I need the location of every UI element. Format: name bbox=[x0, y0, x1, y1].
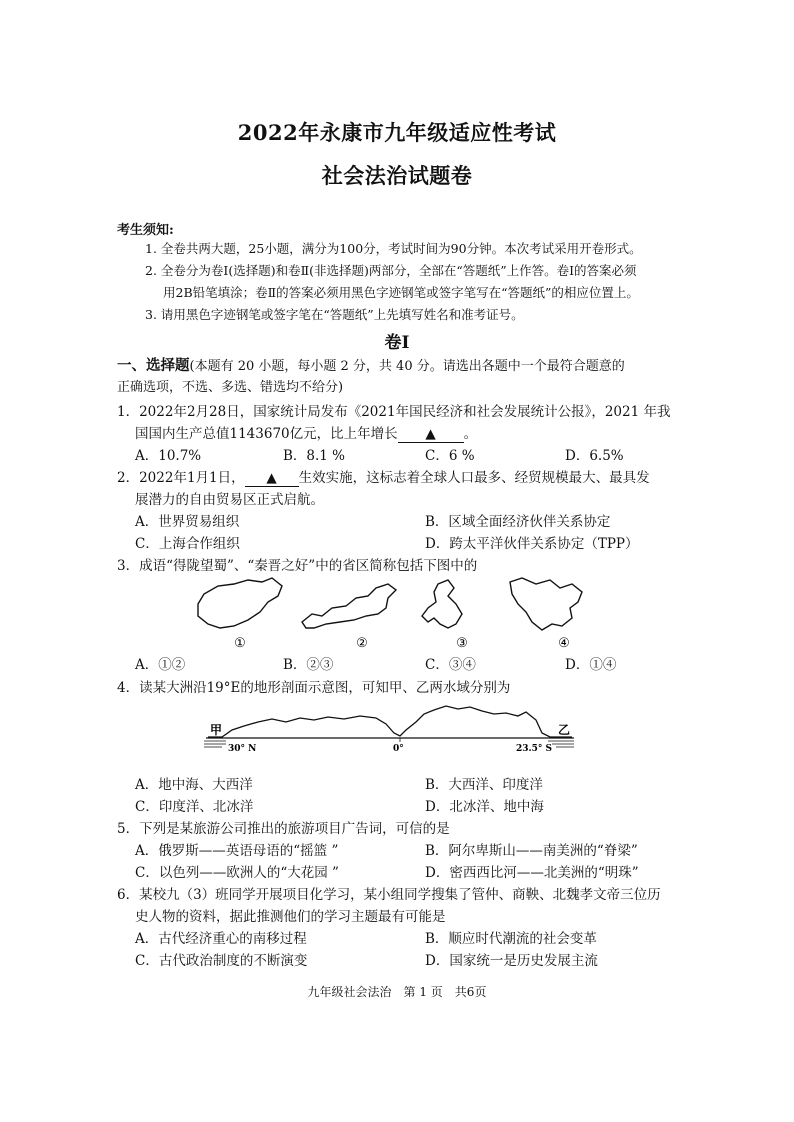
q6-option-d: D．国家统一是历史发展主流 bbox=[425, 953, 598, 969]
q5-option-d: D．密西西比河——北美洲的“明珠” bbox=[425, 865, 639, 881]
q6-option-b: B．顺应时代潮流的社会变革 bbox=[425, 931, 597, 947]
notice-item-3: 3. 请用黑色字迹钢笔或签字笔在“答题纸”上先填写姓名和准考证号。 bbox=[145, 307, 524, 322]
q4-terrain-profile bbox=[200, 700, 580, 760]
q5-stem: 5．下列是某旅游公司推出的旅游项目广告词，可信的是 bbox=[117, 821, 450, 837]
q4-option-a: A．地中海、大西洋 bbox=[135, 777, 253, 793]
q4-option-c: C．印度洋、北冰洋 bbox=[135, 799, 254, 815]
profile-tick-30n: 30° N bbox=[228, 744, 257, 754]
notice-item-2-cont: 用2B铅笔填涂；卷Ⅱ的答案必须用黑色字迹钢笔或签字笔写在“答题纸”的相应位置上。 bbox=[163, 285, 639, 300]
province-map-1 bbox=[198, 578, 282, 628]
q2-option-a: A．世界贸易组织 bbox=[135, 514, 240, 530]
q3-province-maps bbox=[190, 574, 610, 652]
q1-option-c: C．6 % bbox=[425, 448, 475, 464]
section-instructions: 一、选择题(本题有 20 小题，每小题 2 分，共 40 分。请选出各题中一个最符合题意的 bbox=[117, 357, 625, 374]
q6-option-c: C．古代政治制度的不断演变 bbox=[135, 953, 308, 969]
notice-item-2: 2. 全卷分为卷Ⅰ(选择题)和卷Ⅱ(非选择题)两部分，全部在“答题纸”上作答。卷Ⅰ的答案必须 bbox=[145, 263, 637, 278]
q6-option-a: A．古代经济重心的南移过程 bbox=[135, 931, 307, 947]
terrain-profile-line bbox=[208, 706, 572, 737]
q1-stem-cont: 国国内生产总值1143670亿元，比上年增长 ▲ 。 bbox=[135, 426, 478, 442]
q1-stem: 1．2022年2月28日，国家统计局发布《2021年国民经济和社会发展统计公报》，2021 年我 bbox=[117, 404, 671, 420]
q2-answer-blank: ▲ bbox=[245, 470, 299, 487]
section-instructions-cont: 正确选项，不选、多选、错选均不给分) bbox=[117, 380, 344, 395]
q4-stem: 4．读某大洲沿19°E的地形剖面示意图，可知甲、乙两水域分别为 bbox=[117, 680, 511, 696]
q1-answer-blank: ▲ bbox=[398, 426, 464, 443]
q3-option-c: C．③④ bbox=[425, 657, 476, 673]
q5-option-c: C．以色列——欧洲人的“大花园 ” bbox=[135, 865, 339, 881]
profile-left-label: 甲 bbox=[210, 723, 223, 737]
q2-option-c: C．上海合作组织 bbox=[135, 536, 240, 552]
exam-subtitle: 社会法治试题卷 bbox=[321, 163, 473, 188]
q3-option-a: A．①② bbox=[135, 657, 186, 673]
q1-option-b: B．8.1 % bbox=[283, 448, 346, 464]
q2-option-d: D．跨太平洋伙伴关系协定（TPP） bbox=[425, 536, 639, 552]
q2-option-b: B．区域全面经济伙伴关系协定 bbox=[425, 514, 611, 530]
page-footer: 九年级社会法治 第 1 页 共6页 bbox=[307, 985, 487, 999]
section-title: 卷Ⅰ bbox=[384, 333, 410, 353]
map-label-1: ① bbox=[234, 636, 246, 651]
q1-option-d: D．6.5% bbox=[565, 448, 624, 464]
q6-stem: 6．某校九（3）班同学开展项目化学习，某小组同学搜集了管仲、商鞅、北魏孝文帝三位历 bbox=[117, 887, 661, 903]
province-map-2 bbox=[302, 584, 396, 628]
q5-option-b: B．阿尔卑斯山——南美洲的“脊梁” bbox=[425, 843, 638, 859]
province-map-3 bbox=[422, 580, 462, 628]
q4-option-d: D．北冰洋、地中海 bbox=[425, 799, 544, 815]
q3-option-b: B．②③ bbox=[283, 657, 334, 673]
q3-option-d: D．①④ bbox=[565, 657, 617, 673]
map-label-4: ④ bbox=[558, 636, 570, 651]
profile-tick-23s: 23.5° S bbox=[516, 744, 553, 754]
q5-option-a: A．俄罗斯——英语母语的“摇篮 ” bbox=[135, 843, 339, 859]
exam-title: 2022年永康市九年级适应性考试 bbox=[237, 120, 557, 145]
notice-item-1: 1. 全卷共两大题，25小题，满分为100分，考试时间为90分钟。本次考试采用开卷形式。 bbox=[145, 241, 642, 256]
q4-option-b: B．大西洋、印度洋 bbox=[425, 777, 543, 793]
notice-heading: 考生须知: bbox=[117, 223, 174, 238]
q1-option-a: A．10.7% bbox=[135, 448, 202, 464]
section-heading: 一、选择题 bbox=[117, 357, 190, 374]
province-map-4 bbox=[510, 578, 582, 630]
profile-right-label: 乙 bbox=[558, 723, 571, 737]
map-label-2: ② bbox=[356, 636, 368, 651]
map-label-3: ③ bbox=[456, 636, 468, 651]
q3-stem: 3．成语“得陇望蜀”、“秦晋之好”中的省区简称包括下图中的 bbox=[117, 558, 478, 574]
q6-stem-cont: 史人物的资料，据此推测他们的学习主题最有可能是 bbox=[135, 909, 446, 925]
q2-stem-cont: 展潜力的自由贸易区正式启航。 bbox=[135, 492, 324, 508]
profile-tick-0: 0° bbox=[393, 744, 404, 754]
q2-stem: 2．2022年1月1日， ▲ 生效实施，这标志着全球人口最多、经贸规模最大、最具发 bbox=[117, 470, 650, 486]
